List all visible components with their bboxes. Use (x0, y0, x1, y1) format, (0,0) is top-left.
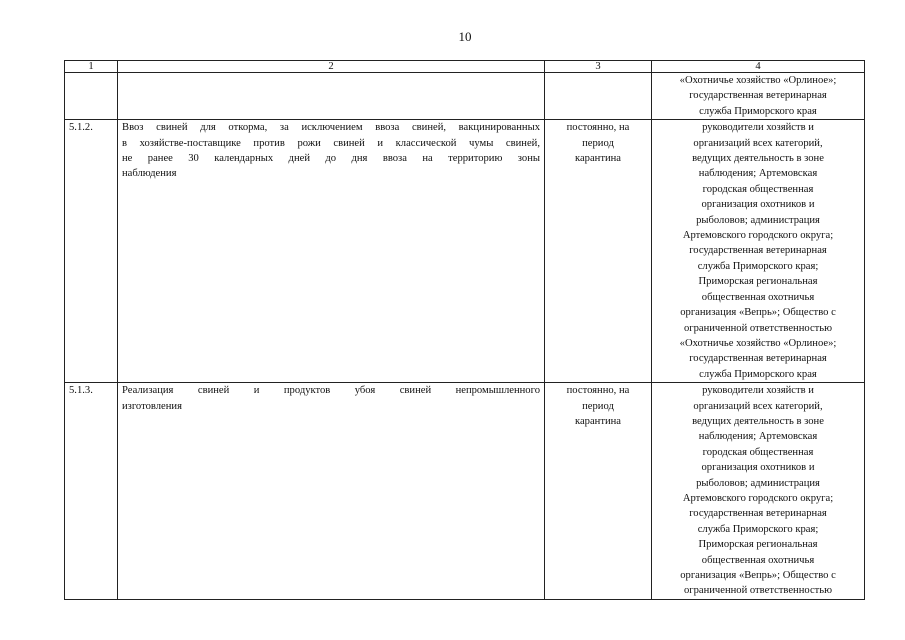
measure-cell (118, 120, 545, 383)
responsible-line: городская общественная (702, 446, 814, 458)
responsible-line: городская общественная (702, 183, 814, 195)
responsible-line: Приморская региональная (698, 276, 818, 288)
responsible-line: служба Приморского края; (697, 523, 819, 535)
responsible-line: организаций всех категорий, (693, 400, 823, 412)
responsible-line: государственная ветеринарная (689, 90, 827, 102)
responsible-line: «Охотничье хозяйство «Орлиное»; (679, 337, 837, 349)
responsible-line: организация «Вепрь»; Общество с (680, 570, 836, 581)
responsible-cell (652, 120, 865, 383)
column-number-header-row (65, 61, 865, 73)
responsible-line: Артемовского городского округа; (682, 492, 834, 504)
responsible-line: служба Приморского края (699, 368, 817, 380)
period-line: постоянно, на (566, 122, 630, 134)
responsible-line: общественная охотничья (701, 554, 815, 566)
responsible-line: руководители хозяйств и (702, 385, 814, 397)
responsible-line: ведущих деятельность в зоне (692, 153, 824, 165)
responsible-line: рыболовов; администрация (696, 477, 820, 489)
column-number-4: 4 (652, 61, 865, 73)
period-line: период (582, 137, 614, 149)
period-cell (545, 120, 652, 383)
item-number-cell (65, 73, 118, 120)
measure-cell (118, 73, 545, 120)
responsible-line: руководители хозяйств и (702, 122, 814, 134)
period-cell (545, 383, 652, 600)
period-line: период (582, 400, 614, 412)
measure-line: в хозяйстве-поставщике против рожи свиней и классической чумы свиней, (122, 137, 540, 149)
measure-cell (118, 383, 545, 600)
page-number: 10 (458, 29, 472, 44)
responsible-line: служба Приморского края; (697, 260, 819, 272)
period-line: постоянно, на (566, 385, 630, 397)
measure-line: наблюдения (122, 168, 177, 180)
responsible-line: государственная ветеринарная (689, 508, 827, 520)
responsible-line: Артемовского городского округа; (682, 230, 834, 242)
table-row (65, 120, 865, 383)
responsible-line: организация охотников и (701, 199, 815, 211)
responsible-line: общественная охотничья (701, 291, 815, 303)
responsible-line: Приморская региональная (698, 539, 818, 551)
measure-line: изготовления (122, 400, 182, 412)
continuation-row (65, 73, 865, 120)
responsible-line: рыболовов; администрация (696, 214, 820, 226)
table-row (65, 383, 865, 600)
measure-line: Ввоз свиней для откорма, за исключением ввоза свиней, вакцинированных (122, 122, 540, 134)
column-number-1: 1 (65, 61, 118, 73)
responsible-line: «Охотничье хозяйство «Орлиное»; (679, 75, 837, 86)
responsible-line: наблюдения; Артемовская (698, 431, 818, 443)
responsible-line: ведущих деятельность в зоне (692, 415, 824, 427)
responsible-line: ограниченной ответственностью (683, 322, 833, 334)
responsible-line: государственная ветеринарная (689, 245, 827, 257)
measures-table (64, 60, 865, 600)
responsible-cell (652, 383, 865, 600)
responsible-line: служба Приморского края (699, 105, 817, 117)
item-number: 5.1.2. (65, 120, 118, 383)
responsible-line: организация «Вепрь»; Общество с (680, 307, 836, 319)
period-cell (545, 73, 652, 120)
column-number-2: 2 (118, 61, 545, 73)
period-line: карантина (574, 415, 622, 427)
period-line: карантина (574, 153, 622, 165)
measure-line: Реализация свиней и продуктов убоя свиней непромышленного (122, 385, 540, 397)
responsible-line: наблюдения; Артемовская (698, 168, 818, 180)
column-number-3: 3 (545, 61, 652, 73)
responsible-line: организация охотников и (701, 462, 815, 474)
item-number: 5.1.3. (65, 383, 118, 600)
responsible-line: ограниченной ответственностью (683, 585, 833, 597)
responsible-cell (652, 73, 865, 120)
measure-line: не ранее 30 календарных дней до дня ввоза на территорию зоны (122, 153, 540, 165)
responsible-line: государственная ветеринарная (689, 353, 827, 365)
responsible-line: организаций всех категорий, (693, 137, 823, 149)
